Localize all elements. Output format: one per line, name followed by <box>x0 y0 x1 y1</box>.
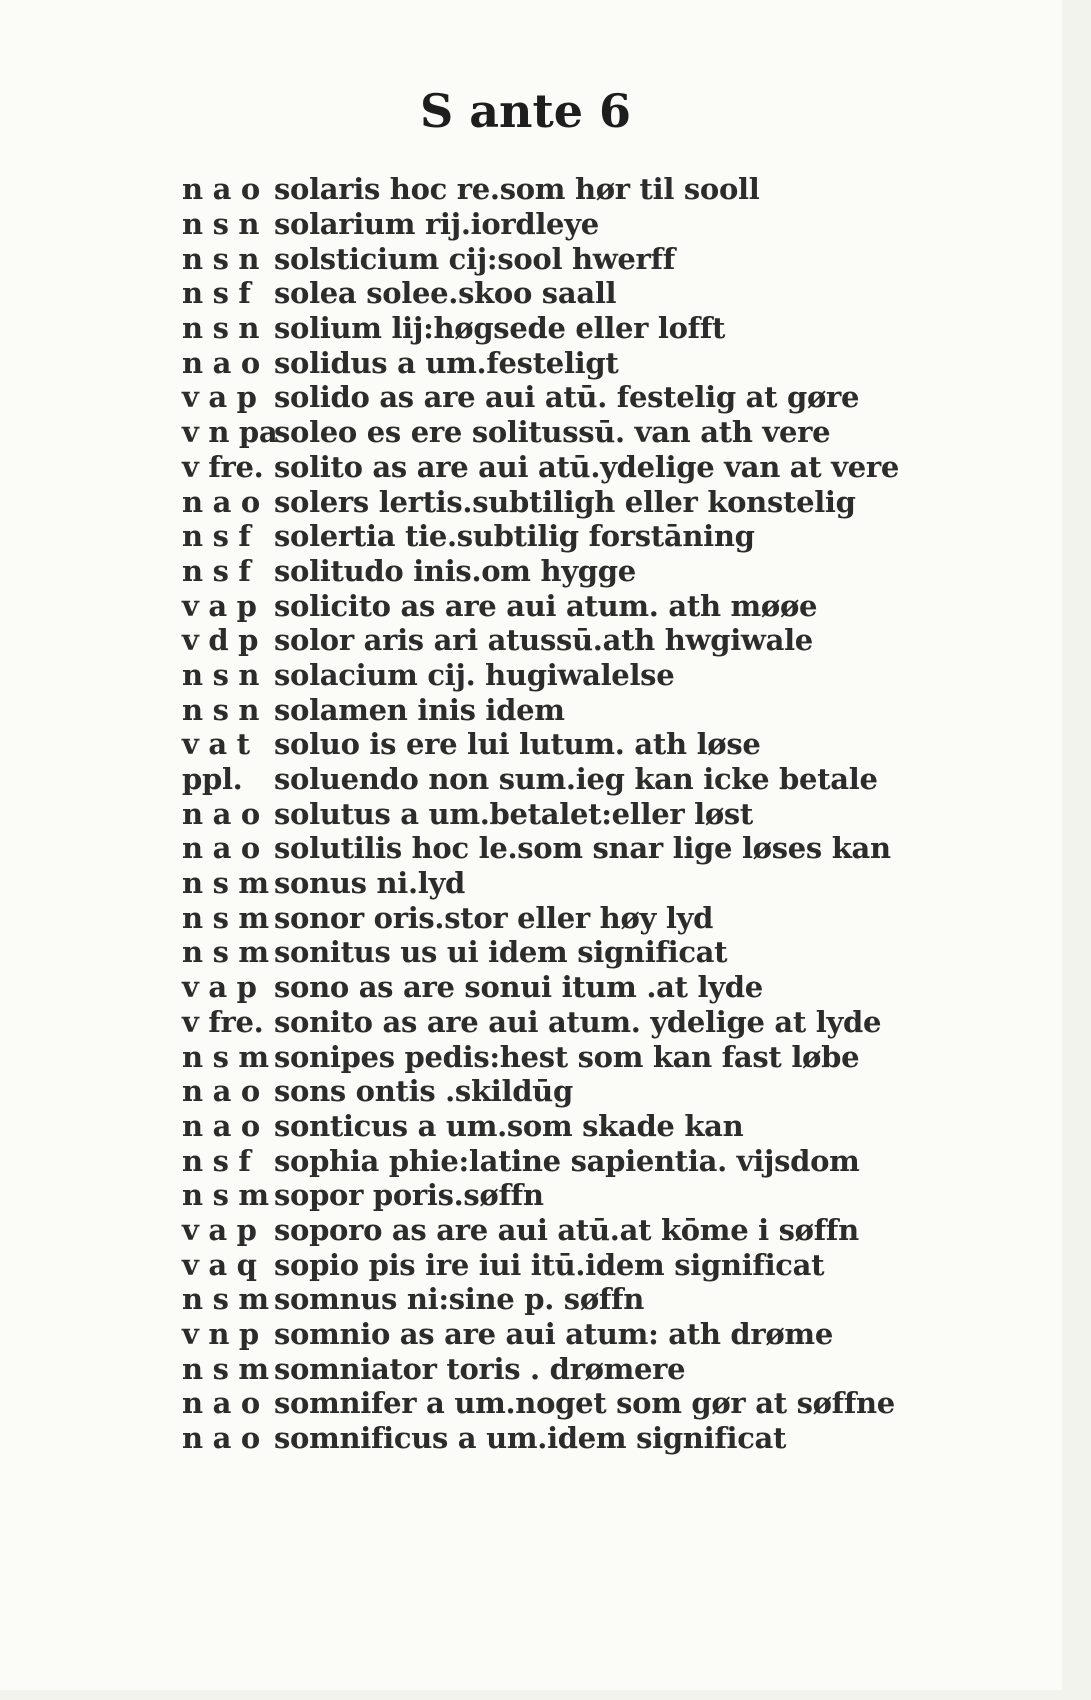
dictionary-entry <box>182 623 1022 658</box>
running-head: S ante 6 <box>420 84 632 138</box>
entry-text: sopio pis ire iui itū.idem significat <box>274 1247 825 1282</box>
entry-text: soporo as are aui atū.at kōme i søffn <box>274 1212 859 1247</box>
dictionary-entry <box>182 658 1022 693</box>
entry-grammar-code: n s f <box>182 1143 251 1178</box>
entry-text: sons ontis .skildūg <box>274 1074 573 1109</box>
dictionary-entry <box>182 1039 1022 1074</box>
entry-text: solers lertis.subtiligh eller konstelig <box>274 484 856 519</box>
entry-grammar-code: v a p <box>182 588 257 623</box>
entry-grammar-code: n s f <box>182 519 251 554</box>
entry-text: sonor oris.stor eller høy lyd <box>274 900 714 935</box>
entry-text: solido as are aui atū. festelig at gøre <box>274 380 860 415</box>
entry-grammar-code: v a p <box>182 380 257 415</box>
dictionary-entry <box>182 380 1022 415</box>
dictionary-entry <box>182 276 1022 311</box>
entry-grammar-code: n s m <box>182 1282 269 1317</box>
dictionary-entry <box>182 554 1022 589</box>
dictionary-entry <box>182 1421 1022 1456</box>
dictionary-entry <box>182 1351 1022 1386</box>
dictionary-entry <box>182 831 1022 866</box>
entry-grammar-code: v fre. <box>182 1004 264 1039</box>
entry-text: soleo es ere solitussū. van ath vere <box>274 415 831 450</box>
entry-grammar-code: n a o <box>182 1074 260 1109</box>
entry-grammar-code: n s m <box>182 900 269 935</box>
entry-grammar-code: n s n <box>182 311 260 346</box>
scan-margin-bottom <box>0 1690 1091 1700</box>
entry-grammar-code: n s f <box>182 553 251 588</box>
dictionary-entry <box>182 692 1022 727</box>
dictionary-entry <box>182 866 1022 901</box>
entry-text: sophia phie:latine sapientia. vijsdom <box>274 1143 860 1178</box>
entry-text: solacium cij. hugiwalelse <box>274 657 675 692</box>
entry-text: solarium rij.iordleye <box>274 207 599 242</box>
entry-text: sonitus us ui idem significat <box>274 935 728 970</box>
entry-text: somnifer a um.noget som gør at søffne <box>274 1386 895 1421</box>
dictionary-entry <box>182 1386 1022 1421</box>
entry-grammar-code: n a o <box>182 1108 260 1143</box>
dictionary-entry <box>182 1178 1022 1213</box>
entry-grammar-code: ppl. <box>182 762 243 797</box>
entry-grammar-code: v a p <box>182 1212 257 1247</box>
dictionary-entry <box>182 588 1022 623</box>
entry-text: sopor poris.søffn <box>274 1178 544 1213</box>
entry-text: somnus ni:sine p. søffn <box>274 1282 645 1317</box>
dictionary-entry <box>182 970 1022 1005</box>
dictionary-entry <box>182 900 1022 935</box>
dictionary-entry <box>182 1213 1022 1248</box>
entry-grammar-code: v a p <box>182 970 257 1005</box>
dictionary-entry <box>182 762 1022 797</box>
entry-text: solor aris ari atussū.ath hwgiwale <box>274 623 813 658</box>
scan-margin-right <box>1062 0 1091 1700</box>
entry-text: somnificus a um.idem significat <box>274 1421 787 1456</box>
entry-grammar-code: n a o <box>182 1386 260 1421</box>
entry-grammar-code: n s n <box>182 241 260 276</box>
entry-text: solutus a um.betalet:eller løst <box>274 796 753 831</box>
entry-grammar-code: n a o <box>182 345 260 380</box>
dictionary-entry <box>182 241 1022 276</box>
dictionary-entry <box>182 172 1022 207</box>
entry-grammar-code: n s f <box>182 276 251 311</box>
entry-grammar-code: n s n <box>182 657 260 692</box>
dictionary-entry <box>182 484 1022 519</box>
entry-grammar-code: n s n <box>182 207 260 242</box>
entry-grammar-code: n s m <box>182 866 269 901</box>
entry-grammar-code: v a t <box>182 727 250 762</box>
dictionary-entry <box>182 345 1022 380</box>
dictionary-entry <box>182 415 1022 450</box>
entry-grammar-code: n s m <box>182 935 269 970</box>
dictionary-entry <box>182 1005 1022 1040</box>
entry-text: sono as are sonui itum .at lyde <box>274 970 763 1005</box>
dictionary-entry <box>182 519 1022 554</box>
entry-grammar-code: v d p <box>182 623 259 658</box>
dictionary-entry <box>182 450 1022 485</box>
dictionary-entry-list <box>182 172 1022 1455</box>
entry-text: solea solee.skoo saall <box>274 276 617 311</box>
entry-text: solamen inis idem <box>274 692 565 727</box>
entry-grammar-code: n a o <box>182 796 260 831</box>
entry-text: solicito as are aui atum. ath møøe <box>274 588 818 623</box>
entry-text: somniator toris . drømere <box>274 1351 686 1386</box>
entry-text: somnio as are aui atum: ath drøme <box>274 1317 833 1352</box>
dictionary-entry <box>182 1317 1022 1352</box>
entry-grammar-code: v n pa <box>182 415 278 450</box>
entry-text: sonipes pedis:hest som kan fast løbe <box>274 1039 860 1074</box>
entry-text: sonito as are aui atum. ydelige at lyde <box>274 1004 882 1039</box>
dictionary-entry <box>182 796 1022 831</box>
dictionary-entry <box>182 1143 1022 1178</box>
entry-text: soluo is ere lui lutum. ath løse <box>274 727 761 762</box>
entry-text: sonus ni.lyd <box>274 866 466 901</box>
entry-grammar-code: n s m <box>182 1039 269 1074</box>
entry-grammar-code: n s m <box>182 1351 269 1386</box>
entry-text: solitudo inis.om hygge <box>274 553 636 588</box>
dictionary-entry <box>182 727 1022 762</box>
entry-grammar-code: v fre. <box>182 449 264 484</box>
entry-text: sonticus a um.som skade kan <box>274 1108 744 1143</box>
entry-text: solertia tie.subtilig forstāning <box>274 519 755 554</box>
dictionary-entry <box>182 1247 1022 1282</box>
entry-text: solsticium cij:sool hwerff <box>274 241 675 276</box>
entry-grammar-code: n a o <box>182 831 260 866</box>
entry-grammar-code: n a o <box>182 1421 260 1456</box>
dictionary-entry <box>182 1074 1022 1109</box>
entry-grammar-code: n a o <box>182 172 260 207</box>
entry-text: solutilis hoc le.som snar lige løses kan <box>274 831 891 866</box>
dictionary-entry <box>182 935 1022 970</box>
entry-text: solidus a um.festeligt <box>274 345 619 380</box>
entry-text: solium lij:høgsede eller lofft <box>274 311 726 346</box>
entry-text: solito as are aui atū.ydelige van at vere <box>274 449 899 484</box>
entry-text: soluendo non sum.ieg kan icke betale <box>274 762 878 797</box>
dictionary-entry <box>182 1282 1022 1317</box>
dictionary-entry <box>182 311 1022 346</box>
entry-grammar-code: n s n <box>182 692 260 727</box>
entry-grammar-code: n a o <box>182 484 260 519</box>
entry-text: solaris hoc re.som hør til sooll <box>274 172 760 207</box>
entry-grammar-code: v n p <box>182 1317 259 1352</box>
entry-grammar-code: n s m <box>182 1178 269 1213</box>
dictionary-entry <box>182 1109 1022 1144</box>
dictionary-entry <box>182 207 1022 242</box>
entry-grammar-code: v a q <box>182 1247 257 1282</box>
